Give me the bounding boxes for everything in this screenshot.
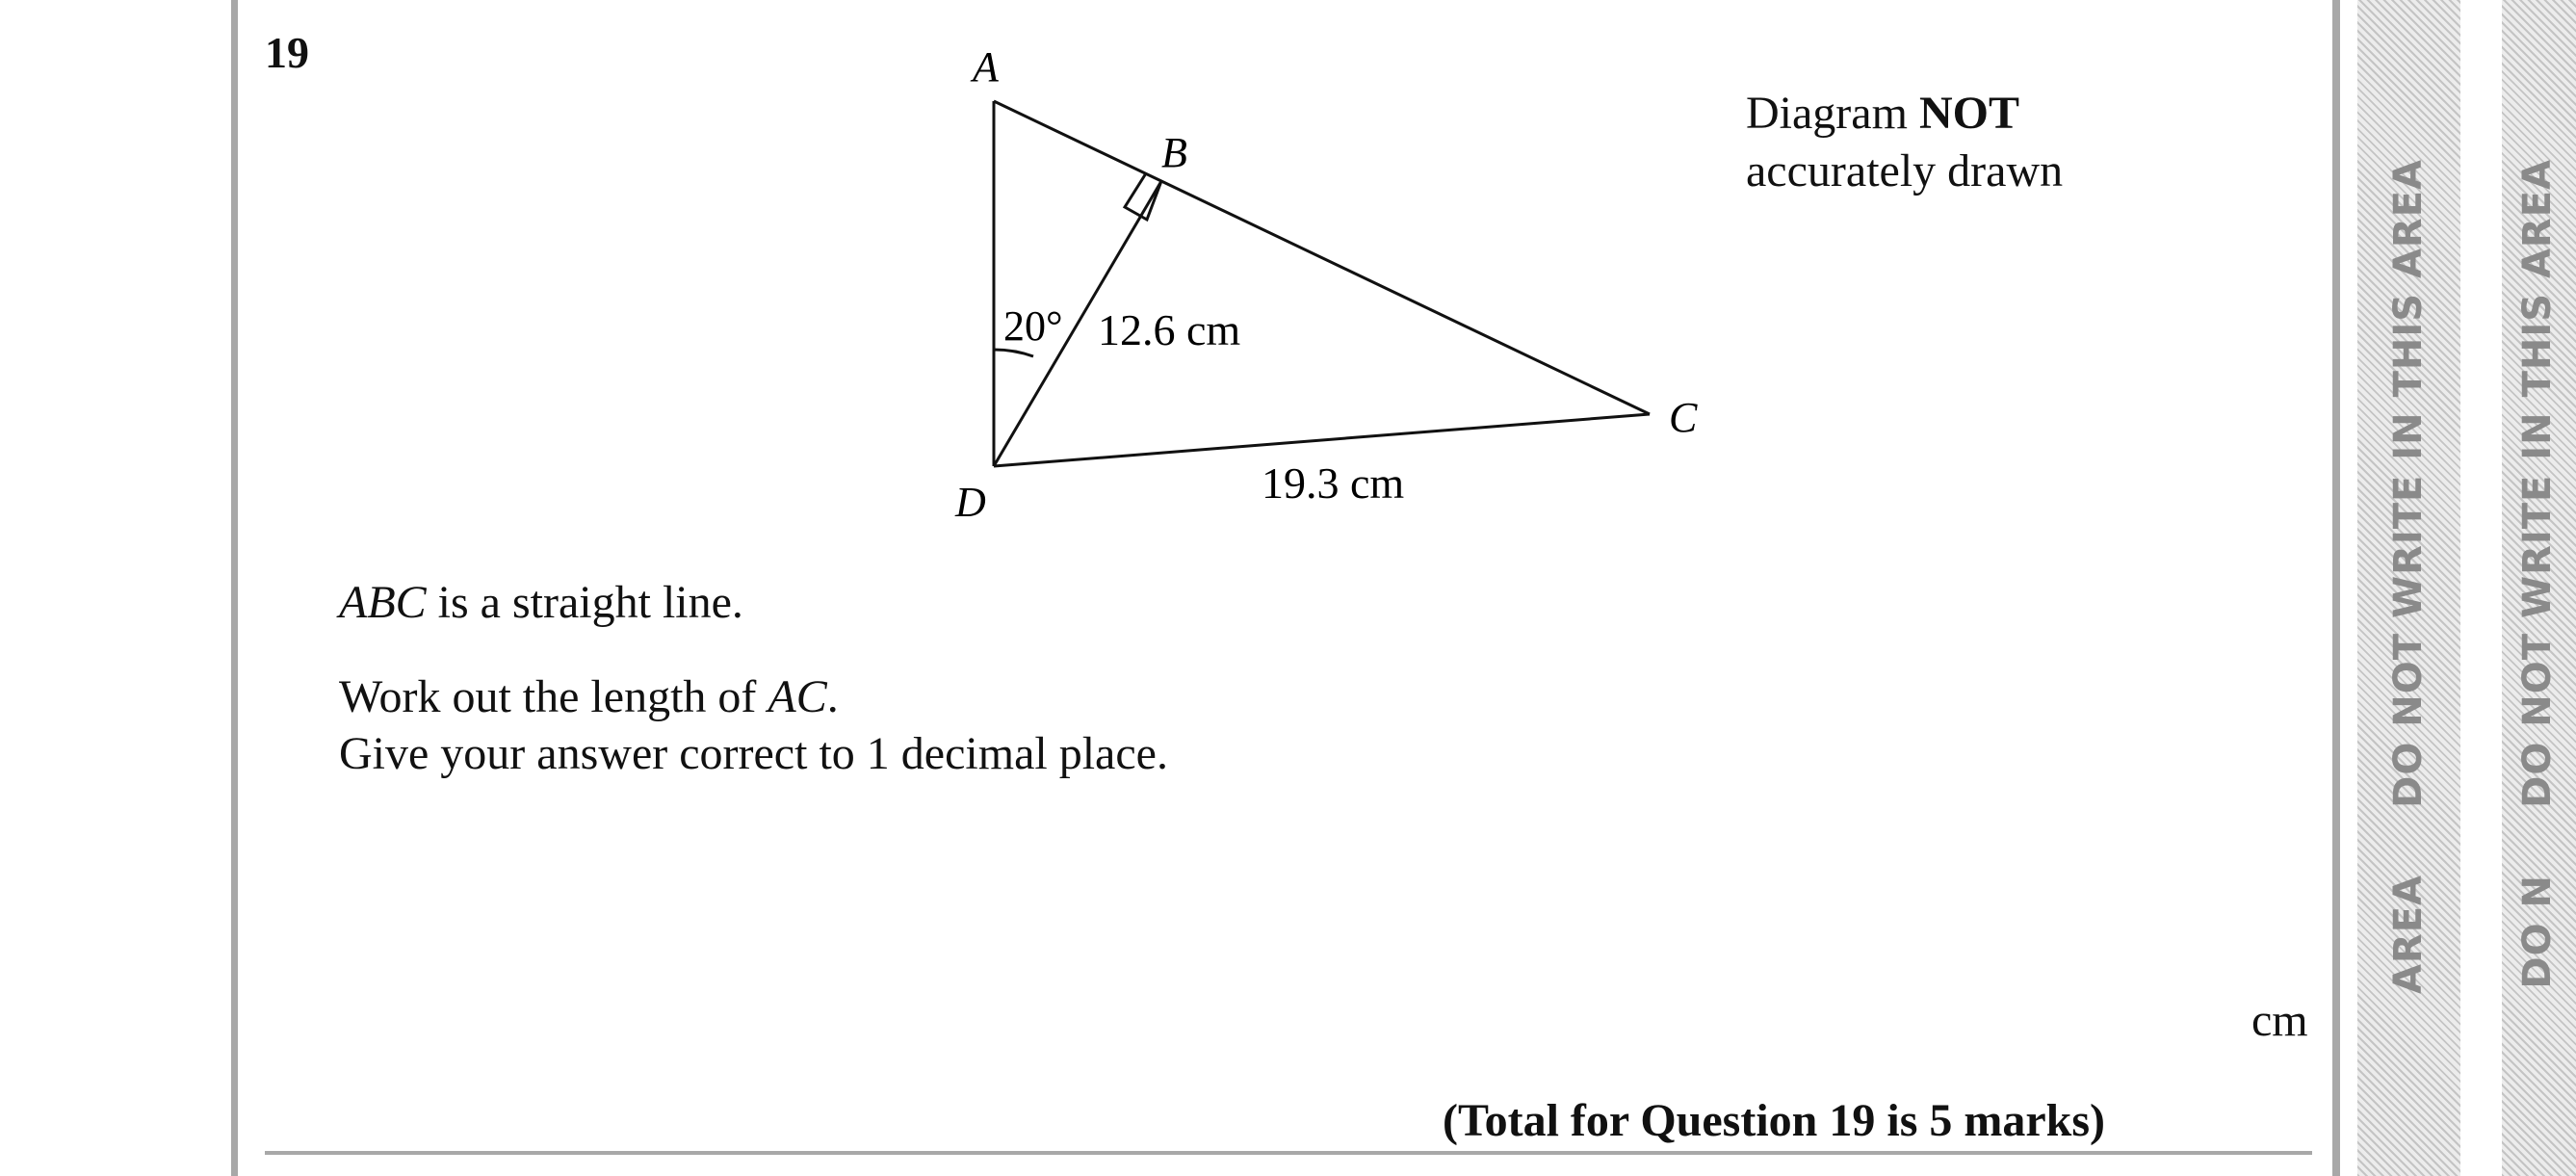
margin-warning-1b: AREA (2386, 875, 2431, 995)
page-border-left (231, 0, 238, 1176)
page-border-right (2332, 0, 2340, 1176)
margin-strip-1 (2357, 0, 2460, 1176)
answer-rule (265, 1151, 2312, 1155)
margin-warning-2b: DO N (2515, 875, 2560, 989)
angle-label: 20° (1003, 302, 1063, 350)
statement-text: ABC is a straight line. (339, 577, 743, 628)
angle-arc (994, 350, 1033, 356)
instruction-line-1: Work out the length of AC. (339, 671, 839, 722)
answer-unit: cm (2251, 995, 2308, 1046)
question-number: 19 (265, 28, 309, 77)
margin-strip-2 (2502, 0, 2576, 1176)
label-B: B (1161, 129, 1187, 176)
dc-length-label: 19.3 cm (1262, 458, 1405, 508)
diagram-note: Diagram NOT accurately drawn (1746, 88, 2064, 196)
label-D: D (955, 479, 986, 526)
label-A: A (973, 43, 999, 91)
line-AC (994, 101, 1650, 414)
total-marks: (Total for Question 19 is 5 marks) (1443, 1095, 2106, 1146)
not-emphasis: NOT (1918, 88, 2019, 139)
instruction-line-2: Give your answer correct to 1 decimal place. (339, 728, 1168, 779)
margin-warning-2a: DO NOT WRITE IN THIS AREA (2515, 159, 2560, 808)
margin-warning-1a: DO NOT WRITE IN THIS AREA (2386, 159, 2431, 808)
label-C: C (1669, 394, 1698, 441)
bd-length-label: 12.6 cm (1098, 305, 1241, 354)
